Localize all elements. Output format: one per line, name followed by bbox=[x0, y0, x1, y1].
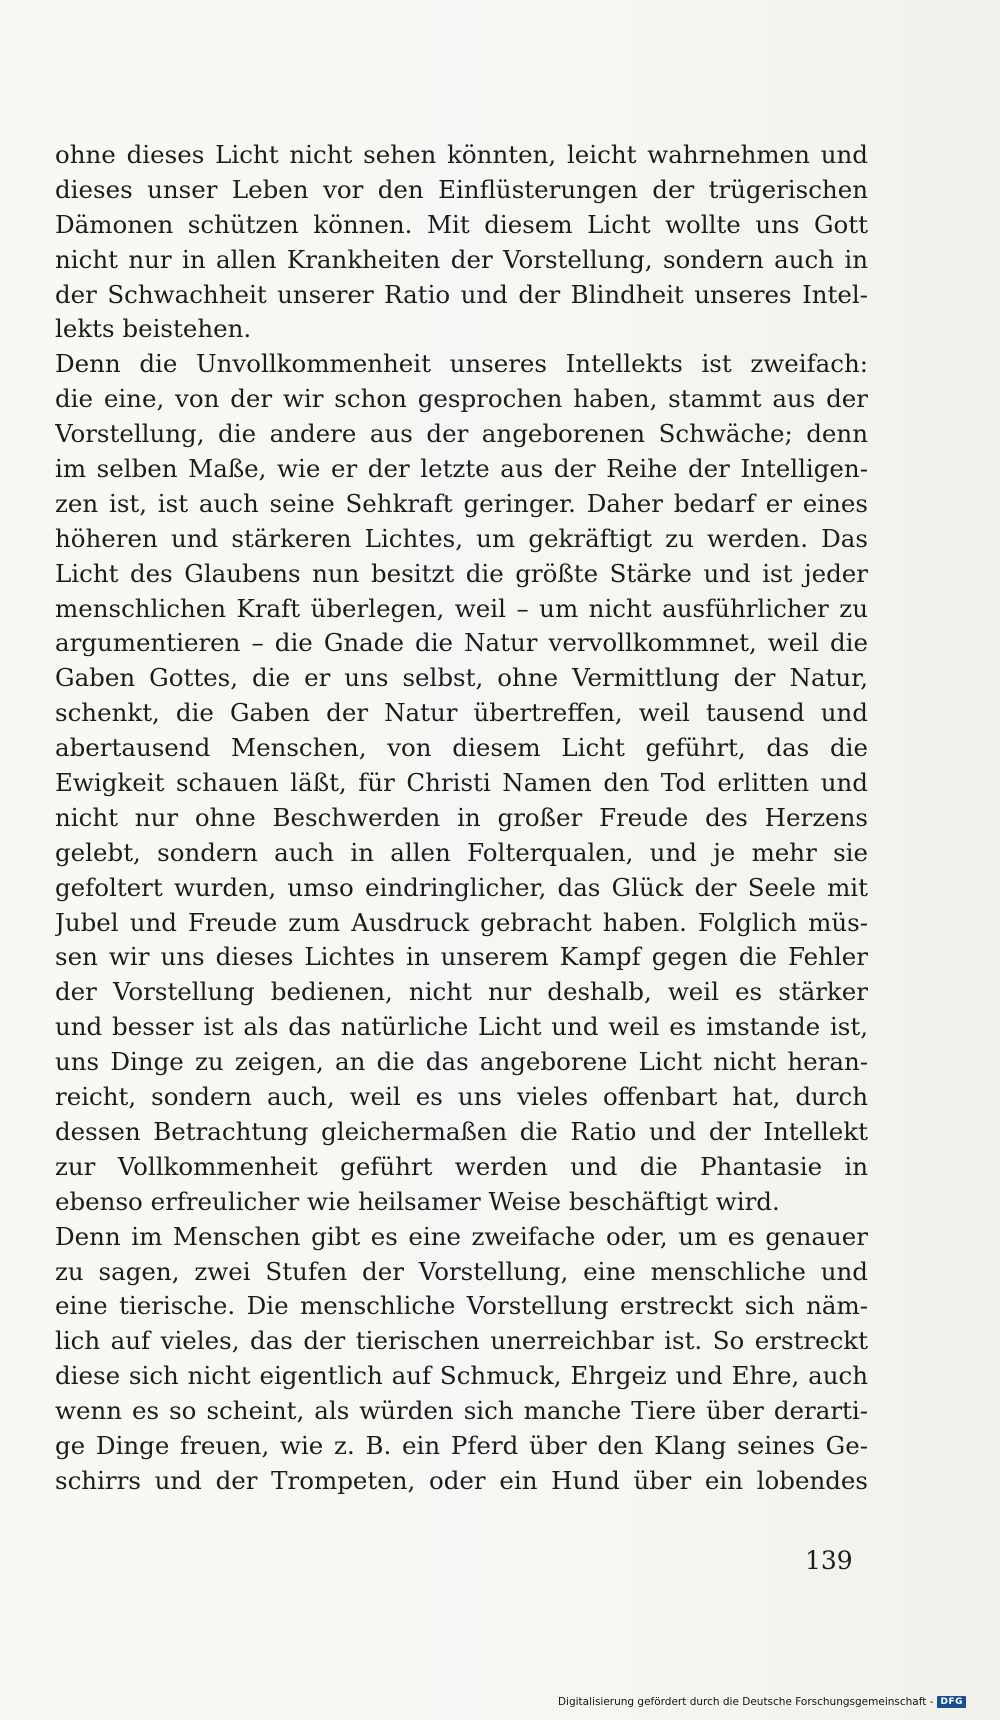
text-line: Ewigkeit schauen läßt, für Christi Namen den Tod erlitten und bbox=[55, 768, 868, 798]
text-line: Jubel und Freude zum Ausdruck gebracht haben. Folglich müs- bbox=[55, 907, 868, 937]
page-number: 139 bbox=[805, 1546, 853, 1575]
text-line: zu sagen, zwei Stufen der Vorstellung, eine menschliche und bbox=[55, 1256, 868, 1286]
text-line: gefoltert wurden, umso eindringlicher, das Glück der Seele mit bbox=[55, 872, 868, 902]
text-line: menschlichen Kraft überlegen, weil – um nicht ausführlicher zu bbox=[55, 593, 868, 623]
text-line: nicht nur ohne Beschwerden in großer Freude des Herzens bbox=[55, 802, 868, 832]
text-line: dieses unser Leben vor den Einflüsterungen der trügerischen bbox=[55, 174, 868, 204]
text-line: argumentieren – die Gnade die Natur vervollkommnet, weil die bbox=[55, 628, 868, 658]
text-line: der Schwachheit unserer Ratio und der Blindheit unseres Intel- bbox=[55, 279, 868, 309]
text-line: diese sich nicht eigentlich auf Schmuck, Ehrgeiz und Ehre, auch bbox=[55, 1361, 868, 1391]
text-line: lich auf vieles, das der tierischen unerreichbar ist. So erstreckt bbox=[55, 1326, 868, 1356]
text-line: zen ist, ist auch seine Sehkraft geringer. Daher bedarf er eines bbox=[55, 488, 868, 518]
text-line: reicht, sondern auch, weil es uns vieles offenbart hat, durch bbox=[55, 1082, 868, 1112]
text-line: sen wir uns dieses Lichtes in unserem Kampf gegen die Fehler bbox=[55, 942, 868, 972]
text-line: Gaben Gottes, die er uns selbst, ohne Vermittlung der Natur, bbox=[55, 663, 868, 693]
text-line: dessen Betrachtung gleichermaßen die Ratio und der Intellekt bbox=[55, 1116, 868, 1146]
text-line: Denn im Menschen gibt es eine zweifache oder, um es genauer bbox=[55, 1221, 868, 1251]
text-line: im selben Maße, wie er der letzte aus der Reihe der Intelligen- bbox=[55, 454, 868, 484]
text-line: zur Vollkommenheit geführt werden und die Phantasie in bbox=[55, 1151, 868, 1181]
text-line: und besser ist als das natürliche Licht und weil es imstande ist, bbox=[55, 1012, 868, 1042]
text-line: abertausend Menschen, von diesem Licht geführt, das die bbox=[55, 733, 868, 763]
dfg-logo-icon: DFG bbox=[937, 1696, 966, 1708]
text-line: schirrs und der Trompeten, oder ein Hund über ein lobendes bbox=[55, 1465, 868, 1495]
text-line: lekts beistehen. bbox=[55, 314, 252, 344]
digitization-footer bbox=[558, 1696, 966, 1708]
text-line: ebenso erfreulicher wie heilsamer Weise beschäftigt wird. bbox=[55, 1186, 780, 1216]
text-line: wenn es so scheint, als würden sich manche Tiere über derarti- bbox=[55, 1396, 868, 1426]
text-line: nicht nur in allen Krankheiten der Vorstellung, sondern auch in bbox=[55, 244, 868, 274]
text-line: eine tierische. Die menschliche Vorstellung erstreckt sich näm- bbox=[55, 1291, 868, 1321]
text-line: gelebt, sondern auch in allen Folterqualen, und je mehr sie bbox=[55, 837, 868, 867]
body-text bbox=[55, 138, 868, 1499]
text-line: ge Dinge freuen, wie z. B. ein Pferd über den Klang seines Ge- bbox=[55, 1430, 868, 1460]
text-line: höheren und stärkeren Lichtes, um gekräftigt zu werden. Das bbox=[55, 523, 868, 553]
text-line: Denn die Unvollkommenheit unseres Intellekts ist zweifach: bbox=[55, 349, 868, 379]
text-line: Licht des Glaubens nun besitzt die größte Stärke und ist jeder bbox=[55, 558, 868, 588]
text-line: Dämonen schützen können. Mit diesem Licht wollte uns Gott bbox=[55, 209, 868, 239]
text-line: uns Dinge zu zeigen, an die das angeborene Licht nicht heran- bbox=[55, 1047, 868, 1077]
text-line: schenkt, die Gaben der Natur übertreffen, weil tausend und bbox=[55, 698, 868, 728]
text-line: ohne dieses Licht nicht sehen könnten, leicht wahrnehmen und bbox=[55, 140, 868, 169]
text-line: die eine, von der wir schon gesprochen haben, stammt aus der bbox=[55, 384, 868, 414]
text-line: der Vorstellung bedienen, nicht nur deshalb, weil es stärker bbox=[55, 977, 868, 1007]
text-line: Vorstellung, die andere aus der angeborenen Schwäche; denn bbox=[55, 419, 868, 449]
footer-text: Digitalisierung gefördert durch die Deutsche Forschungsgemeinschaft - bbox=[557, 1696, 934, 1708]
